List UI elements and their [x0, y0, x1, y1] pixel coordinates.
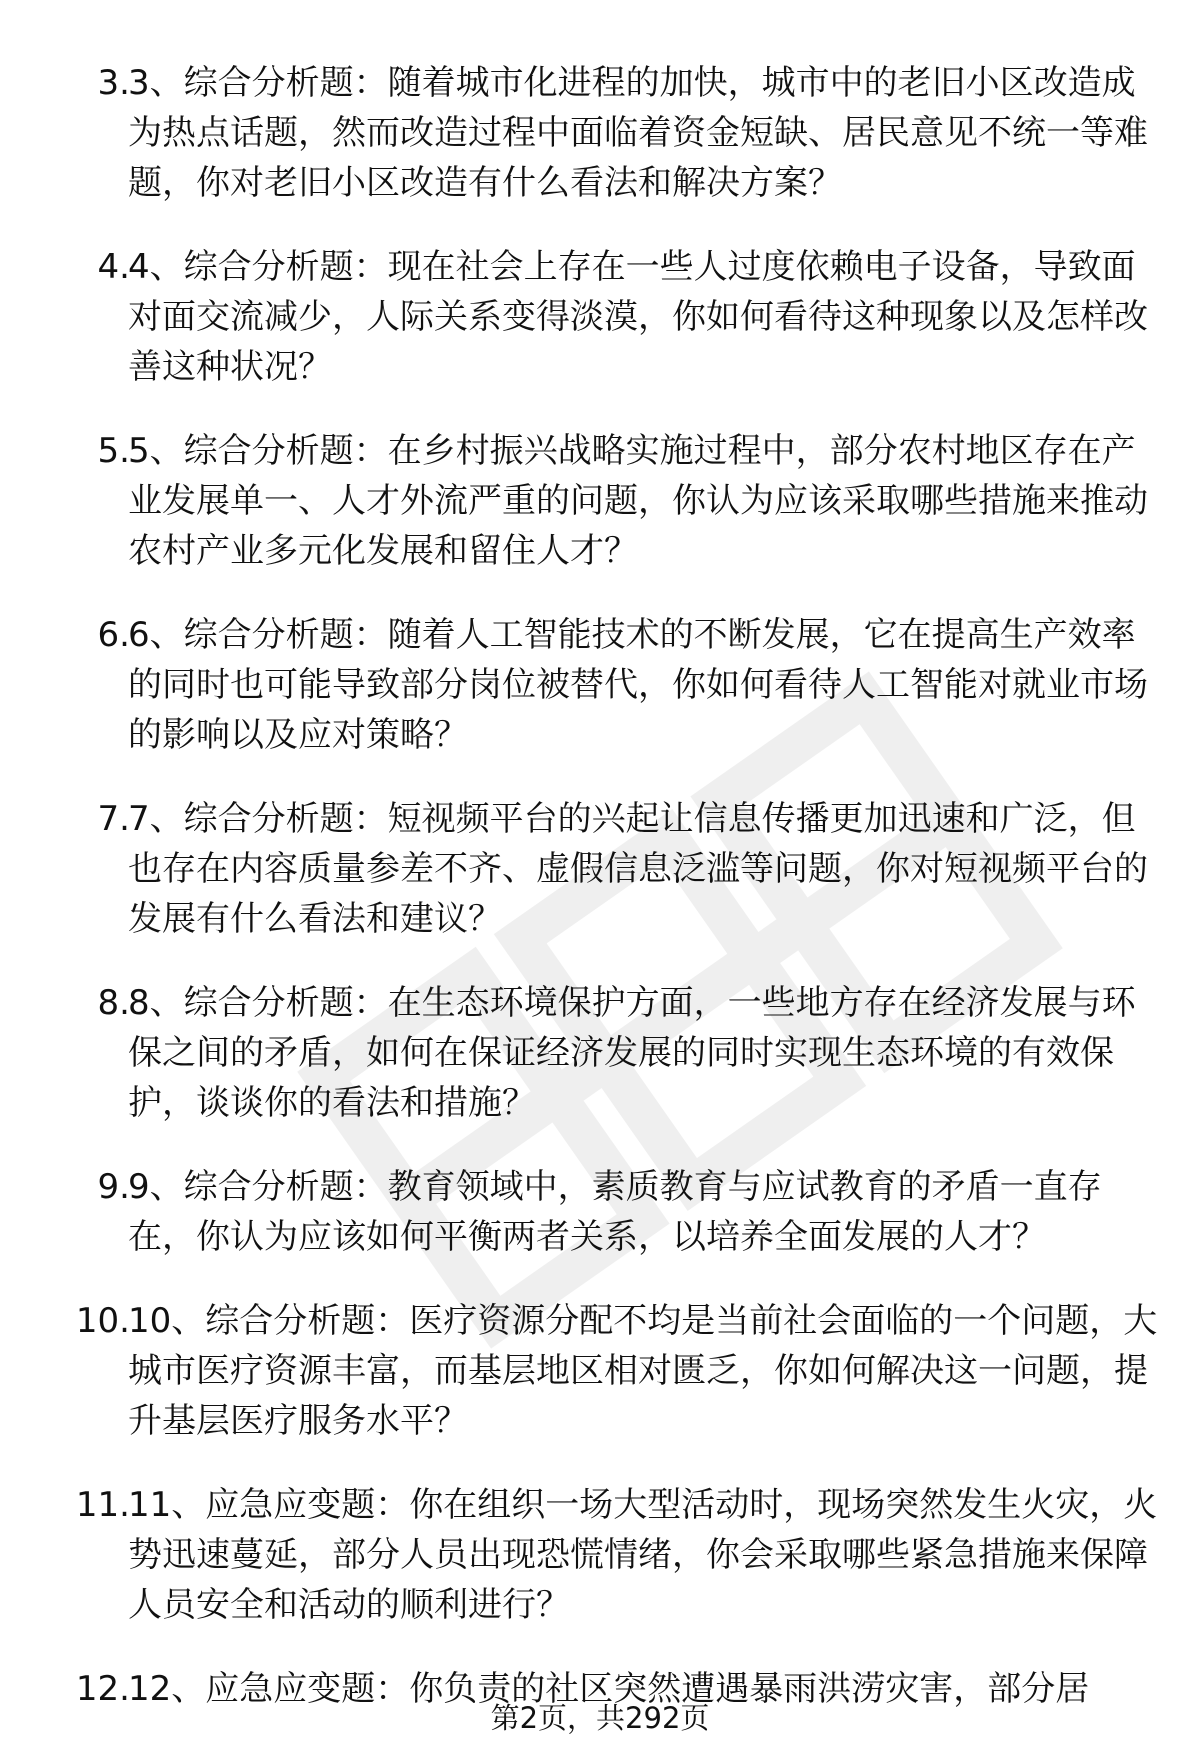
- question-item-7: [0, 794, 1200, 944]
- page-footer: 第2页，共292页: [490, 1701, 710, 1735]
- question-text: 8、综合分析题：在生态环境保护方面，一些地方存在经济发展与环保之间的矛盾，如何在保证经济发展的同时实现生态环境的有效保护，谈谈你的看法和措施？: [128, 983, 1136, 1123]
- question-number: 8.: [97, 983, 130, 1023]
- question-item-3: [0, 58, 1200, 208]
- question-item-11: [0, 1480, 1200, 1630]
- question-text: 12、应急应变题：你负责的社区突然遭遇暴雨洪涝灾害，部分居: [128, 1669, 1090, 1709]
- question-text: 10、综合分析题：医疗资源分配不均是当前社会面临的一个问题，大城市医疗资源丰富，而基层地区相对匮乏，你如何解决这一问题，提升基层医疗服务水平？: [128, 1301, 1158, 1441]
- question-number: 11.: [75, 1485, 130, 1525]
- question-number: 5.: [97, 431, 130, 471]
- question-text: 6、综合分析题：随着人工智能技术的不断发展，它在提高生产效率的同时也可能导致部分岗位被替代，你如何看待人工智能对就业市场的影响以及应对策略？: [128, 615, 1148, 755]
- question-number: 4.: [97, 247, 130, 287]
- question-text: 7、综合分析题：短视频平台的兴起让信息传播更加迅速和广泛，但也存在内容质量参差不齐、虚假信息泛滥等问题，你对短视频平台的发展有什么看法和建议？: [128, 799, 1148, 939]
- question-item-9: [0, 1162, 1200, 1262]
- question-number: 7.: [97, 799, 130, 839]
- question-item-10: [0, 1296, 1200, 1446]
- question-item-6: [0, 610, 1200, 760]
- question-text: 4、综合分析题：现在社会上存在一些人过度依赖电子设备，导致面对面交流减少，人际关系变得淡漠，你如何看待这种现象以及怎样改善这种状况？: [128, 247, 1148, 387]
- question-number: 3.: [97, 63, 130, 103]
- question-item-4: [0, 242, 1200, 392]
- question-text: 3、综合分析题：随着城市化进程的加快，城市中的老旧小区改造成为热点话题，然而改造过程中面临着资金短缺、居民意见不统一等难题，你对老旧小区改造有什么看法和解决方案？: [128, 63, 1148, 203]
- question-number: 6.: [97, 615, 130, 655]
- question-text: 5、综合分析题：在乡村振兴战略实施过程中，部分农村地区存在产业发展单一、人才外流严重的问题，你认为应该采取哪些措施来推动农村产业多元化发展和留住人才？: [128, 431, 1148, 571]
- question-list: [0, 58, 1200, 1748]
- question-number: 10.: [75, 1301, 130, 1341]
- question-item-5: [0, 426, 1200, 576]
- question-text: 11、应急应变题：你在组织一场大型活动时，现场突然发生火灾，火势迅速蔓延，部分人员出现恐慌情绪，你会采取哪些紧急措施来保障人员安全和活动的顺利进行？: [128, 1485, 1158, 1625]
- question-number: 9.: [97, 1167, 130, 1207]
- question-number: 12.: [75, 1669, 130, 1709]
- question-text: 9、综合分析题：教育领域中，素质教育与应试教育的矛盾一直存在，你认为应该如何平衡两者关系，以培养全面发展的人才？: [128, 1167, 1102, 1257]
- question-item-8: [0, 978, 1200, 1128]
